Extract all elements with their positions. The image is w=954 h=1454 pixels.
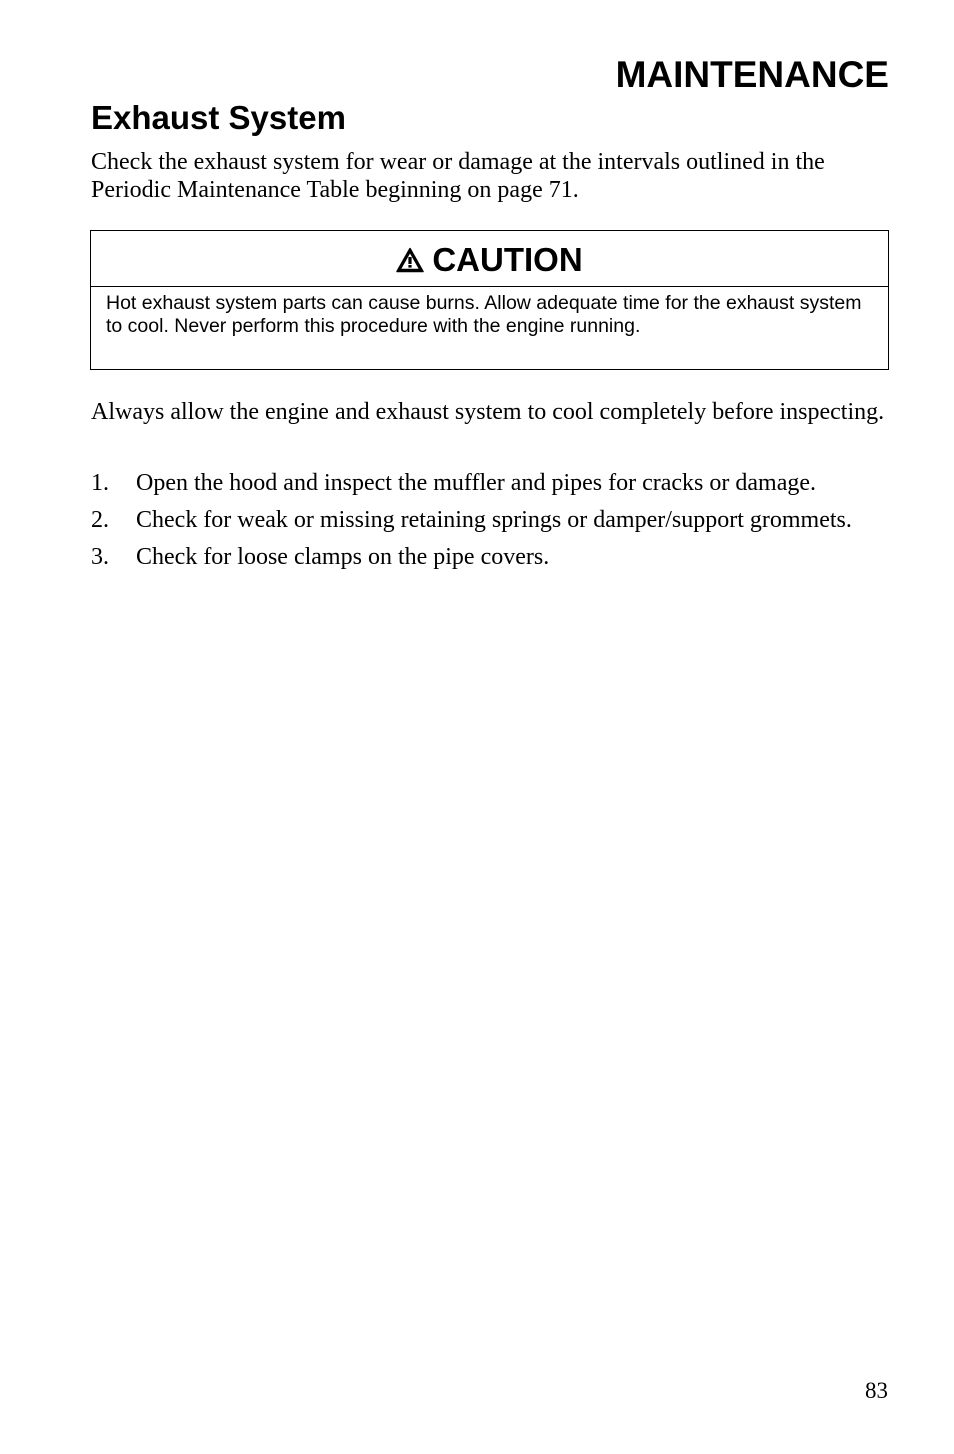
step-number: 1.: [91, 470, 109, 496]
step-text: Open the hood and inspect the muffler and pipes for cracks or damage.: [136, 470, 816, 496]
inspection-steps: [91, 469, 891, 580]
list-item: [91, 543, 891, 571]
section-title: Exhaust System: [91, 99, 346, 136]
step-text: Check for weak or missing retaining springs or damper/support grommets.: [136, 507, 852, 533]
step-text: Check for loose clamps on the pipe covers.: [136, 544, 550, 570]
intro-paragraph: Check the exhaust system for wear or damage at the intervals outlined in the Periodic Maintenance Table beginning on page 71.: [91, 149, 825, 203]
caution-label: CAUTION: [432, 240, 583, 278]
caution-text: Hot exhaust system parts can cause burns. Allow adequate time for the exhaust system to cool. Never perform this procedure with the engine running.: [106, 292, 862, 337]
cooling-paragraph: Always allow the engine and exhaust system to cool completely before inspecting.: [91, 399, 885, 425]
list-item: [91, 506, 891, 534]
chapter-header: MAINTENANCE: [615, 54, 889, 95]
step-number: 2.: [91, 507, 109, 533]
caution-header: [91, 231, 888, 287]
caution-box: [90, 230, 889, 370]
warning-triangle-icon: [396, 247, 424, 273]
page-number: 83: [865, 1378, 888, 1403]
list-item: [91, 469, 891, 497]
step-number: 3.: [91, 544, 109, 570]
